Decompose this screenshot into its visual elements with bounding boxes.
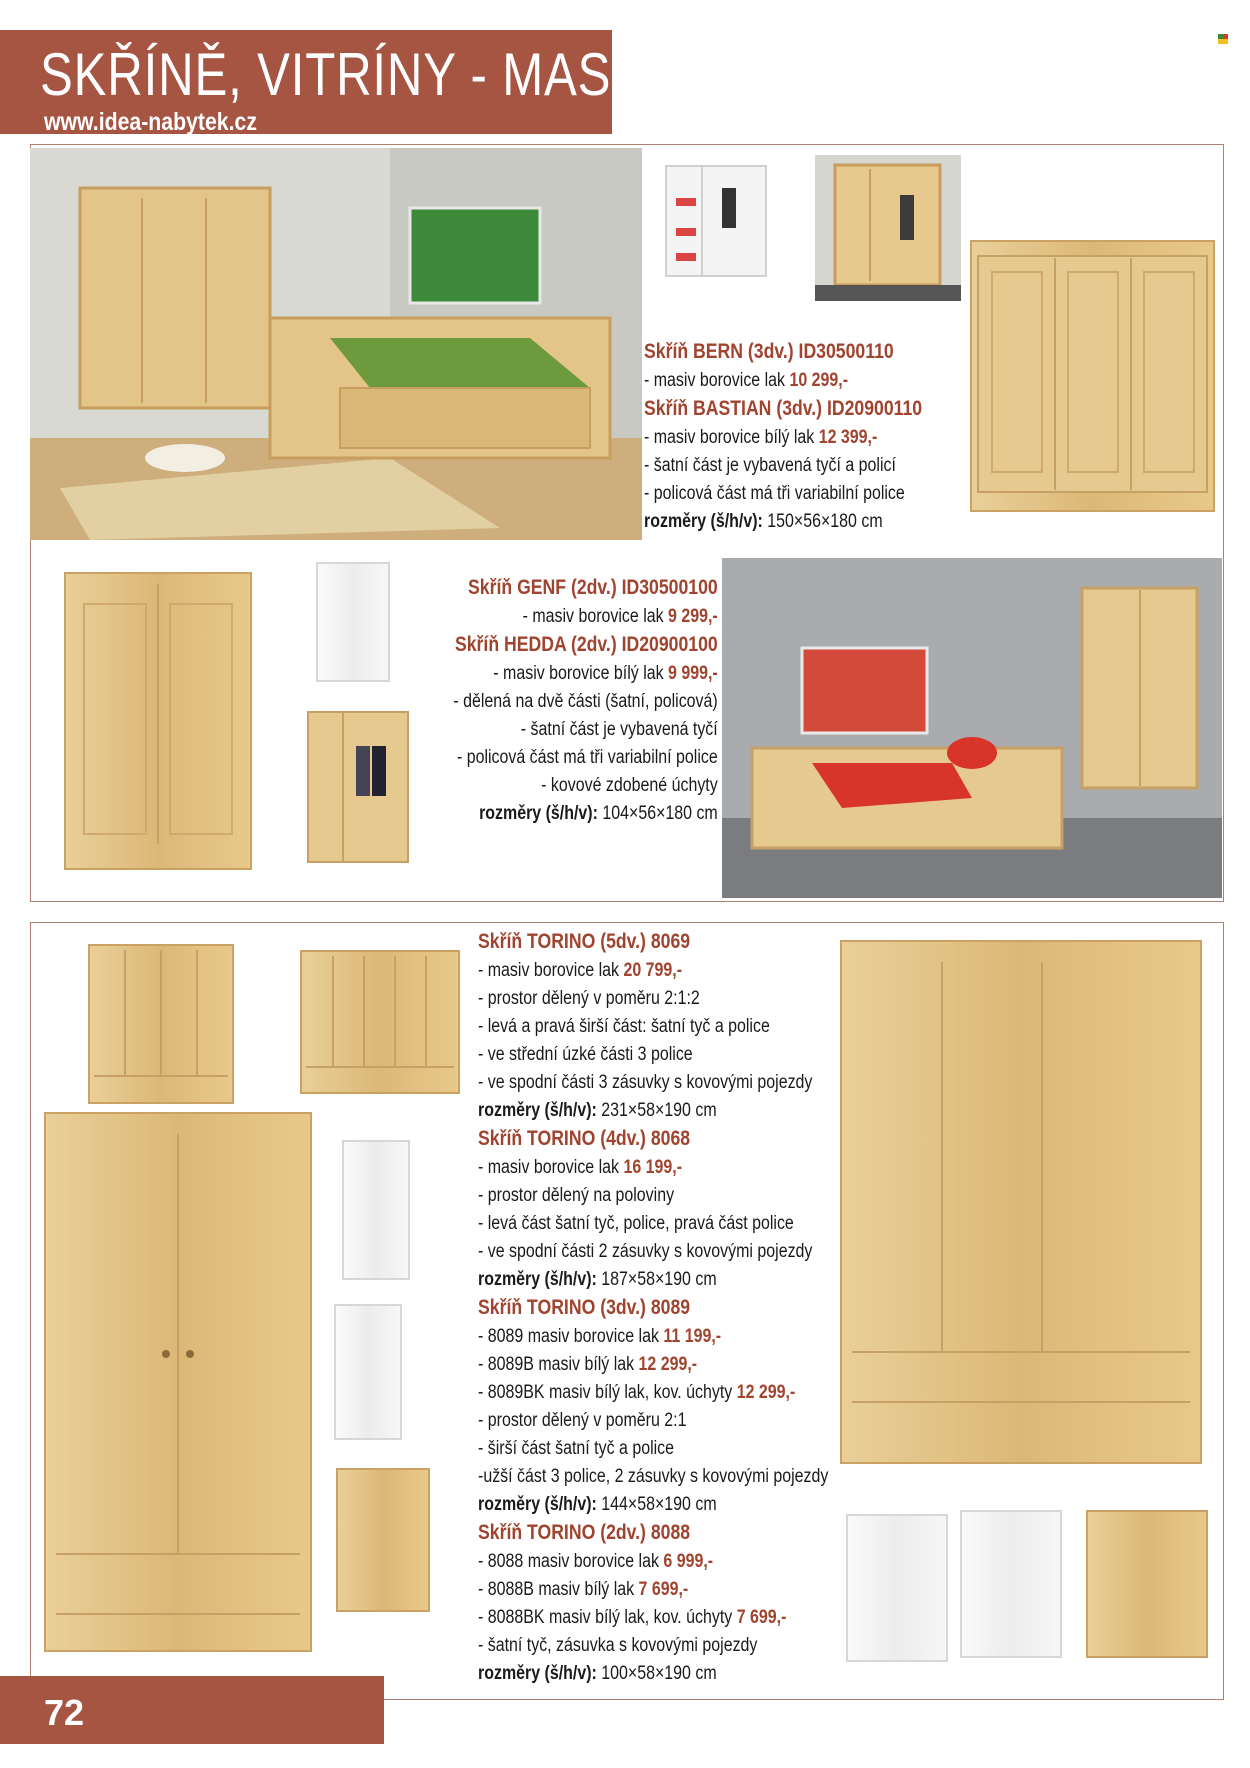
spec-line (478, 1604, 828, 1632)
product-title (478, 1519, 828, 1548)
spec-text: - 8088B masiv bílý lak (478, 1579, 639, 1600)
spec-line (478, 1013, 828, 1041)
product-title (644, 395, 922, 424)
dimensions-label: rozměry (š/h/v): (478, 1494, 597, 1515)
spec-line (478, 1210, 828, 1238)
spec-text: - policová část má tři variabilní police (457, 747, 718, 768)
price: 7 699,- (638, 1579, 689, 1600)
wardrobe-open-interior-photo (298, 706, 420, 866)
spec-text: - prostor dělený v poměru 2:1:2 (478, 988, 700, 1009)
dimensions-label: rozměry (š/h/v): (644, 511, 763, 532)
spec-line (454, 772, 718, 800)
spec-text: - masiv borovice lak (644, 370, 790, 391)
spec-text: - 8089BK masiv bílý lak, kov. úchyty (478, 1382, 737, 1403)
product-photo-genf-wardrobe (64, 572, 252, 870)
price: 6 999,- (663, 1551, 714, 1572)
price: 7 699,- (736, 1607, 787, 1628)
spec-text: 231×58×190 cm (596, 1100, 717, 1121)
spec-text: - šatní část je vybavená tyčí (521, 719, 718, 740)
product-title (478, 1294, 828, 1323)
product-title-text: Skříň TORINO (4dv.) 8068 (478, 1127, 691, 1150)
bern-bastian-description (644, 338, 975, 536)
spec-text: - šatní tyč, zásuvka s kovovými pojezdy (478, 1635, 758, 1656)
product-title-text: Skříň BERN (3dv.) ID30500110 (644, 340, 894, 363)
spec-line (478, 1463, 828, 1491)
price: 20 799,- (623, 960, 683, 981)
price: 12 399,- (818, 427, 878, 448)
page-number: 72 (44, 1692, 85, 1733)
price: 12 299,- (638, 1354, 698, 1375)
flag-icon (1218, 34, 1228, 44)
dimensions-label: rozměry (š/h/v): (479, 803, 599, 824)
spec-text: - levá a pravá širší část: šatní tyč a police (478, 1016, 770, 1037)
spec-line (478, 985, 828, 1013)
product-photo-hedda-white (316, 562, 390, 682)
spec-text: - 8088 masiv borovice lak (478, 1551, 664, 1572)
product-title (644, 338, 922, 367)
spec-line (478, 1407, 828, 1435)
spec-text: - masiv borovice lak (478, 960, 624, 981)
product-photo-torino-4dv (88, 944, 234, 1104)
spec-text: - masiv borovice bílý lak (644, 427, 819, 448)
product-title-text: Skříň BASTIAN (3dv.) ID20900110 (644, 397, 923, 420)
spec-line (454, 688, 718, 716)
spec-text: - kovové zdobené úchyty (541, 775, 718, 796)
product-title-text: Skříň TORINO (3dv.) 8089 (478, 1296, 691, 1319)
spec-line (478, 1323, 828, 1351)
spec-line (454, 744, 718, 772)
spec-line (454, 660, 718, 688)
spec-line (478, 1548, 828, 1576)
bedroom-photo-genf (722, 558, 1222, 898)
price: 12 299,- (736, 1382, 796, 1403)
spec-line (478, 1069, 828, 1097)
spec-text: - policová část má tři variabilní police (644, 483, 905, 504)
price: 11 199,- (663, 1326, 722, 1347)
spec-line (644, 367, 922, 395)
price: 10 299,- (789, 370, 849, 391)
spec-text: - 8089 masiv borovice lak (478, 1326, 664, 1347)
product-photo-torino-3dv-open (1086, 1510, 1208, 1658)
product-title (478, 1125, 828, 1154)
price: 16 199,- (623, 1157, 683, 1178)
spec-line (478, 1660, 828, 1688)
wardrobe-interior-photo-white (652, 158, 780, 288)
spec-line (478, 1154, 828, 1182)
spec-line (478, 1182, 828, 1210)
bedroom-photo-bern (30, 148, 642, 540)
product-title-text: Skříň GENF (2dv.) ID30500100 (468, 576, 718, 599)
spec-text: 187×58×190 cm (596, 1269, 717, 1290)
spec-line (454, 716, 718, 744)
dimensions-label: rozměry (š/h/v): (478, 1269, 597, 1290)
spec-text: - ve střední úzké části 3 police (478, 1044, 693, 1065)
product-photo-torino-3dv-white-small-2 (960, 1510, 1062, 1658)
spec-line (478, 1491, 828, 1519)
product-title (454, 631, 718, 660)
spec-line (644, 452, 922, 480)
spec-line (644, 508, 922, 536)
spec-text: - masiv borovice lak (478, 1157, 624, 1178)
spec-text: - 8089B masiv bílý lak (478, 1354, 639, 1375)
spec-line (478, 957, 828, 985)
product-title (478, 928, 828, 957)
product-photo-torino-open (336, 1468, 430, 1612)
spec-text: - dělená na dvě části (šatní, policová) (453, 691, 718, 712)
spec-text: - 8088BK masiv bílý lak, kov. úchyty (478, 1607, 737, 1628)
page-title: SKŘÍNĚ, VITRÍNY - MASIV (40, 41, 660, 108)
spec-line (478, 1351, 828, 1379)
spec-text: - ve spodní části 2 zásuvky s kovovými pojezdy (478, 1241, 813, 1262)
product-title-text: Skříň TORINO (5dv.) 8069 (478, 930, 691, 953)
spec-line (478, 1266, 828, 1294)
spec-line (478, 1632, 828, 1660)
torino-description (478, 928, 895, 1688)
price: 9 999,- (668, 663, 718, 684)
wardrobe-interior-photo-wood (815, 155, 961, 301)
spec-text: -užší část 3 police, 2 zásuvky s kovovými pojezdy (478, 1466, 829, 1487)
genf-hedda-description (403, 574, 718, 828)
product-title (454, 574, 718, 603)
spec-line (478, 1238, 828, 1266)
product-photo-torino-5dv-small (300, 950, 460, 1094)
website-url[interactable]: www.idea-nabytek.cz (44, 108, 257, 136)
spec-text: - ve spodní části 3 zásuvky s kovovými pojezdy (478, 1072, 813, 1093)
spec-text: - masiv borovice bílý lak (493, 663, 669, 684)
spec-line (478, 1435, 828, 1463)
spec-line (478, 1097, 828, 1125)
spec-text: - širší část šatní tyč a police (478, 1438, 675, 1459)
product-photo-bern-wardrobe (970, 240, 1215, 512)
price: 9 299,- (668, 606, 718, 627)
product-title-text: Skříň HEDDA (2dv.) ID20900100 (455, 633, 718, 656)
spec-line (644, 424, 922, 452)
spec-line (644, 480, 922, 508)
product-photo-torino-3dv-white (334, 1304, 402, 1440)
spec-line (478, 1576, 828, 1604)
spec-text: - prostor dělený na poloviny (478, 1185, 675, 1206)
spec-line (478, 1379, 828, 1407)
spec-text: 104×56×180 cm (598, 803, 718, 824)
product-photo-torino-2dv-white (342, 1140, 410, 1280)
dimensions-label: rozměry (š/h/v): (478, 1100, 597, 1121)
spec-line (454, 603, 718, 631)
spec-line (454, 800, 718, 828)
spec-text: - šatní část je vybavená tyčí a policí (644, 455, 896, 476)
spec-text: - levá část šatní tyč, police, pravá část police (478, 1213, 794, 1234)
spec-text: 144×58×190 cm (596, 1494, 717, 1515)
spec-text: 100×58×190 cm (596, 1663, 717, 1684)
product-photo-torino-2dv-large (44, 1112, 312, 1652)
dimensions-label: rozměry (š/h/v): (478, 1663, 597, 1684)
spec-line (478, 1041, 828, 1069)
spec-text: 150×56×180 cm (762, 511, 883, 532)
spec-text: - masiv borovice lak (522, 606, 669, 627)
product-title-text: Skříň TORINO (2dv.) 8088 (478, 1521, 691, 1544)
spec-text: - prostor dělený v poměru 2:1 (478, 1410, 687, 1431)
